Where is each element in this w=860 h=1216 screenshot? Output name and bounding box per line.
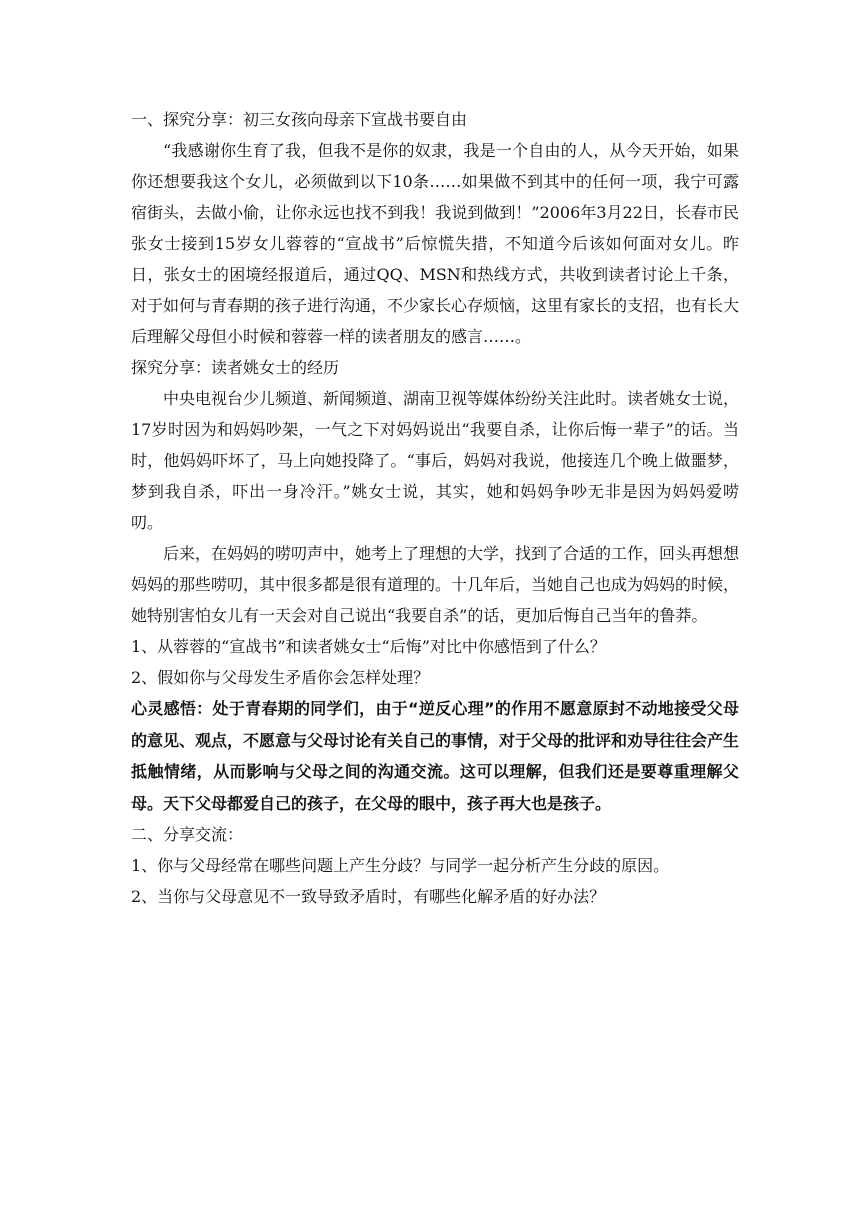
reader-story-paragraph-2: 后来，在妈妈的唠叨声中，她考上了理想的大学，找到了合适的工作，回头再想想妈妈的那些唠叨，其中很多都是很有道理的。十几年后，当她自己也成为妈妈的时候，她特别害怕女儿有一天会对自己说出“我要自杀”的话，更加后悔自己当年的鲁莽。 xyxy=(131,544,740,625)
document-page xyxy=(131,104,739,912)
declaration-story-paragraph: “我感谢你生育了我，但我不是你的奴隶，我是一个自由的人，从今天开始，如果你还想要我这个女儿，必须做到以下10条……如果做不到其中的任何一项，我宁可露宿街头，去做小偷，让你永远也找不到我！我说到做到！”2006年3月22日，长春市民张女士接到15岁女儿蓉蓉的“宣战书”后惊慌失措，不知道今后该如何面对女儿。昨日，张女士的困境经报道后，通过QQ、MSN和热线方式，共收到读者讨论上千条，对于如何与青春期的孩子进行沟通，不少家长心存烦恼，这里有家长的支招，也有长大后理解父母但小时候和蓉蓉一样的读者朋友的感言……。 xyxy=(131,141,740,346)
section-heading-reader-experience: 探究分享：读者姚女士的经历 xyxy=(131,358,340,377)
section-heading-inquiry: 一、探究分享：初三女孩向母亲下宣战书要自由 xyxy=(131,110,468,129)
section-heading-sharing: 二、分享交流： xyxy=(131,825,244,844)
question-1: 1、从蓉蓉的“宣战书”和读者姚女士“后悔”对比中你感悟到了什么？ xyxy=(131,637,606,656)
insight-paragraph: 心灵感悟：处于青春期的同学们，由于“逆反心理”的作用不愿意原封不动地接受父母的意见、观点，不愿意与父母讨论有关自己的事情，对于父母的批评和劝导往往会产生抵触情绪，从而影响与父母之间的沟通交流。这可以理解，但我们还是要尊重理解父母。天下父母都爱自己的孩子，在父母的眼中，孩子再大也是孩子。 xyxy=(131,699,740,813)
sharing-question-1: 1、你与父母经常在哪些问题上产生分歧？与同学一起分析产生分歧的原因。 xyxy=(131,856,670,875)
question-2: 2、假如你与父母发生矛盾你会怎样处理？ xyxy=(131,668,430,687)
sharing-question-2: 2、当你与父母意见不一致导致矛盾时，有哪些化解矛盾的好办法？ xyxy=(131,887,606,906)
reader-story-paragraph-1: 中央电视台少儿频道、新闻频道、湖南卫视等媒体纷纷关注此时。读者姚女士说，17岁时因为和妈妈吵架，一气之下对妈妈说出“我要自杀，让你后悔一辈子”的话。当时，他妈妈吓坏了，马上向她投降了。“事后，妈妈对我说，他接连几个晚上做噩梦，梦到我自杀，吓出一身冷汗。”姚女士说，其实，她和妈妈争吵无非是因为妈妈爱唠叨。 xyxy=(131,389,740,532)
